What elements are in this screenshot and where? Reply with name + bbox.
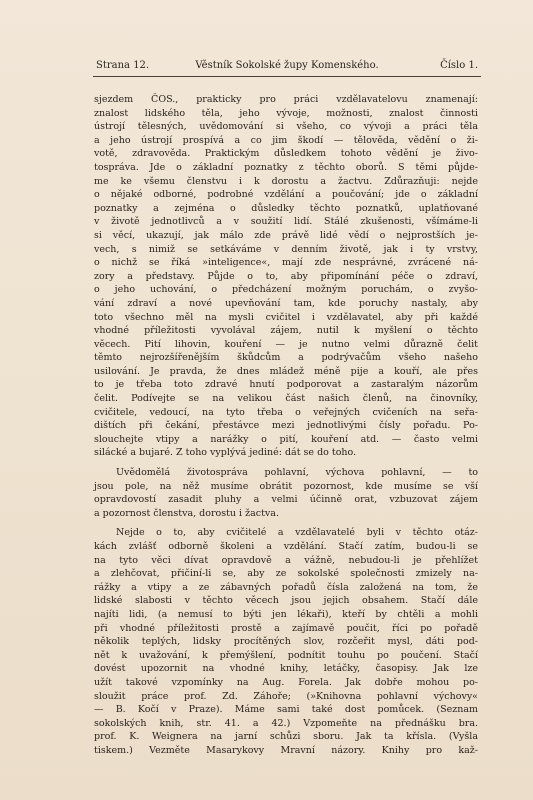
header-rule (93, 76, 481, 77)
text-line: silácké a bujaré. Z toho vyplývá jediné: dát se do toho. (94, 447, 357, 459)
text-line: ústrojí tělesných, uvědomování si všeho, co vývoji a práci těla (94, 121, 478, 133)
paragraph (94, 466, 478, 520)
text-line: si věcí, ukazují, jak málo zde právě lidé vědí o nejprostších je- (94, 229, 478, 241)
text-line: — B. Kočí v Praze). Máme sami také dost pomůcek. (Seznam (94, 704, 478, 716)
text-line: sokolských knih, str. 41. a 42.) Vzpomeňte na přednášku bra. (94, 717, 478, 729)
text-line: Nejde o to, aby cvičitelé a vzdělavatelé byli v těchto otáz- (116, 527, 478, 539)
text-line: kách zvlášť odborně školeni a vzdělání. Stačí zatím, budou-li se (94, 541, 478, 552)
text-line: věcech. Pití lihovin, kouření — je nutno velmi důrazně čelit (94, 338, 478, 350)
text-line: v životě jednotlivců a v soužití lidí. Stálé zkušenosti, všímáme-li (94, 216, 478, 228)
text-line: tospráva. Jde o základní poznatky z těchto oborů. S těmi půjde- (94, 161, 478, 173)
paragraph (94, 526, 478, 757)
text-line: na tyto věci dívat opravdově a vážně, nebudou-li je přehlížet (94, 554, 478, 566)
text-line: sloužit práce prof. Zd. Záhoře; (»Knihovna pohlavní výchovy« (94, 690, 478, 702)
text-line: o nějaké odborné, podrobné vzdělání a poučování; jde o základní (94, 189, 478, 201)
text-line: při vhodné příležitosti prostě a zajímavě poučit, říci po pořadě (94, 622, 478, 634)
text-line: rážky a vtipy a ze zábavných pořadů čísla založená na tom, že (94, 581, 478, 593)
paragraph (94, 93, 478, 460)
header-issue-number: Číslo 1. (440, 60, 478, 71)
header-page-number: Strana 12. (96, 60, 150, 71)
text-line: dištích při čekání, přestávce mezi jednotlivými čísly pořadu. Po- (94, 420, 478, 432)
text-line: vhodné příležitosti vyvolával zájem, nutil k myšlení o těchto (94, 325, 478, 337)
text-line: o nichž se říká »inteligence«, mají zde nesprávné, zvrácené ná- (94, 257, 478, 269)
header-journal-title: Věstník Sokolské župy Komenského. (195, 60, 379, 71)
text-line: votě, zdravověda. Praktickým důsledkem tohoto vědění je živo- (94, 148, 478, 160)
text-line: prof. K. Weignera na jarní schůzi sboru. Jak ta křísla. (Vyšla (94, 731, 478, 743)
text-line: znalost lidského těla, jeho vývoje, možnosti, znalost činnosti (94, 107, 478, 119)
text-line: jsou pole, na něž musíme obrátit pozornost, kde musíme se vší (94, 480, 478, 492)
text-line: čelit. Podívejte se na velikou část našich členů, na činovníky, (94, 393, 478, 405)
text-line: nět k uvažování, k přemýšlení, podnítit touhu po poučení. Stačí (94, 649, 478, 661)
text-line: a pozornost členstva, dorostu i žactva. (94, 507, 279, 519)
text-line: vech, s nimiž se setkáváme v denním životě, jak i ty vrstvy, (94, 243, 478, 255)
text-line: a zlehčovat, přičiní-li se, aby ze sokolské společnosti zmizely na- (94, 568, 478, 580)
text-line: několik teplých, lidsky procítěných slov, rozčeřit mysl, dáti pod- (94, 636, 478, 648)
text-line: dovést upozornit na vhodné knihy, letáčky, časopisy. Jak lze (94, 663, 478, 675)
text-line: usilování. Je pravda, že dnes mládež méně pije a kouří, ale přes (94, 365, 478, 377)
text-line: užít takové vzpomínky na Aug. Forela. Jak dobře mohou po- (94, 676, 478, 688)
text-line: toto všechno měl na mysli cvičitel i vzdělavatel, aby při každé (94, 311, 478, 323)
page-header (96, 60, 478, 74)
text-line: vání zdraví a nové upevňování tam, kde poruchy nastaly, aby (94, 297, 478, 309)
text-line: sjezdem ČOS., prakticky pro práci vzdělavatelovu znamenají: (94, 94, 478, 105)
text-line: slouchejte vtipy a narážky o pití, kouření atd. — často velmi (94, 433, 478, 445)
text-line: poznatky a zejména o důsledky těchto poznatků, uplatňované (94, 202, 478, 214)
text-line: tiskem.) Vezměte Masarykovy Mravní názory. Knihy pro kaž- (94, 744, 478, 756)
text-line: těmto nejrozšířenějším škůdcům a podrývačům všeho našeho (94, 352, 478, 364)
text-line: a jeho ústrojí prospívá a co jim škodí — tělověda, vědění o ži- (94, 134, 478, 146)
text-line: me ke všemu členstvu i k dorostu a žactvu. Zdůrazňuji: nejde (94, 175, 478, 187)
article-body (94, 93, 478, 783)
text-line: cvičitele, vedoucí, na tyto třeba o veřejných cvičeních na seřa- (94, 406, 478, 418)
text-line: najíti lidi, (a nemusí to býti jen lékaři), kteří by chtěli a mohli (94, 608, 478, 620)
text-line: zory a představy. Půjde o to, aby připomínání péče o zdraví, (94, 270, 478, 282)
text-line: lidské slabosti v těchto věcech jsou jejich obsahem. Stačí dále (94, 595, 478, 607)
text-line: opravdovostí zasadit pluhy a velmi účinně orat, vzbuzovat zájem (94, 494, 478, 506)
text-line: Uvědomělá životospráva pohlavní, výchova pohlavní, — to (116, 467, 478, 479)
text-line: to je třeba toto zdravé hnutí podporovat a zastaralým názorům (94, 379, 478, 391)
text-line: o jeho uchování, o předcházení možným poruchám, o zvyšo- (94, 284, 478, 296)
